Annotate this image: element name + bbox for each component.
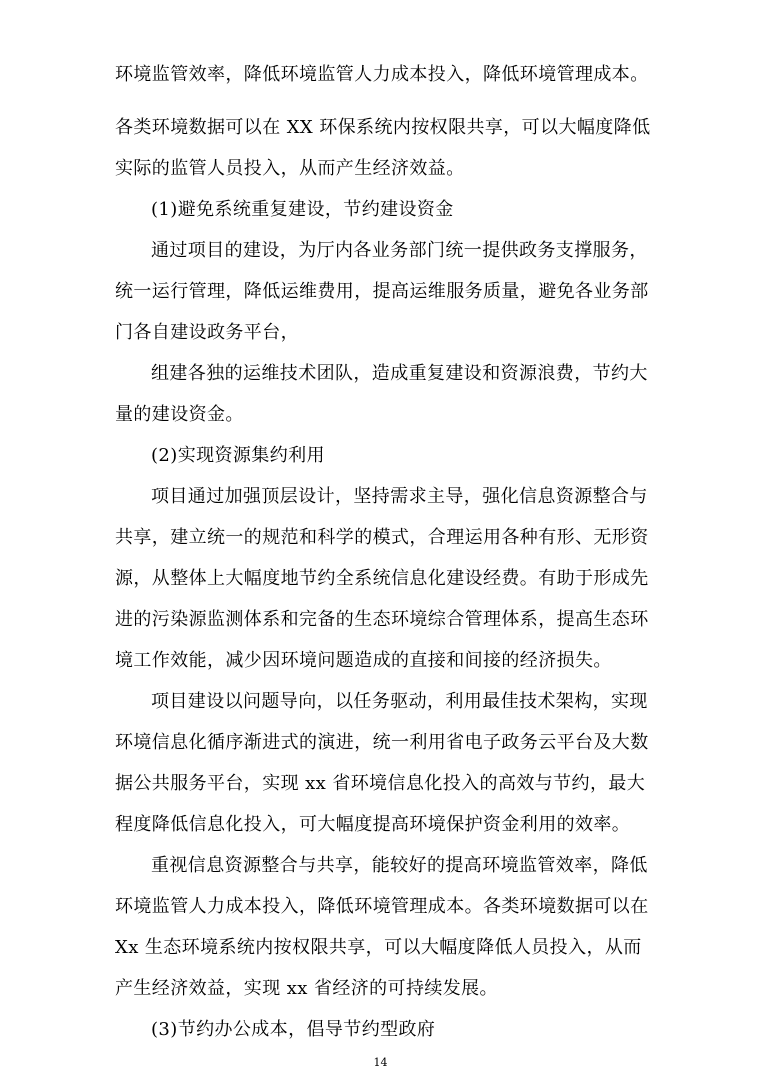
text-line: 环境监管人力成本投入，降低环境管理成本。各类环境数据可以在	[115, 896, 649, 917]
text-line: 环境信息化循序渐进式的演进，统一利用省电子政务云平台及大数	[115, 732, 649, 753]
text-line: 重视信息资源整合与共享，能较好的提高环境监管效率，降低	[151, 855, 648, 876]
section-heading: (3)节约办公成本，倡导节约型政府	[151, 1019, 436, 1040]
text-line: 通过项目的建设，为厅内各业务部门统一提供政务支撑服务，	[151, 240, 648, 261]
text-line: 境工作效能，减少因环境问题造成的直接和间接的经济损失。	[115, 650, 612, 671]
section-heading: (1)避免系统重复建设，节约建设资金	[151, 199, 454, 220]
text-line: 量的建设资金。	[115, 404, 244, 425]
text-line: 组建各独的运维技术团队，造成重复建设和资源浪费，节约大	[151, 363, 648, 384]
text-line: 环境监管效率，降低环境监管人力成本投入，降低环境管理成本。	[115, 64, 649, 85]
text-line: 统一运行管理，降低运维费用，提高运维服务质量，避免各业务部	[115, 281, 649, 302]
page-number: 14	[373, 1056, 388, 1069]
text-line: 源，从整体上大幅度地节约全系统信息化建设经费。有助于形成先	[115, 568, 649, 589]
text-line: 项目通过加强顶层设计，坚持需求主导，强化信息资源整合与	[151, 486, 648, 507]
text-line: 项目建设以问题导向，以任务驱动，利用最佳技术架构，实现	[151, 691, 648, 712]
text-line: 门各自建设政务平台，	[115, 322, 299, 343]
text-line: 产生经济效益，实现 xx 省经济的可持续发展。	[115, 978, 498, 999]
text-line: 据公共服务平台，实现 xx 省环境信息化投入的高效与节约，最大	[115, 773, 646, 794]
text-line: 实际的监管人员投入，从而产生经济效益。	[115, 158, 465, 179]
text-line: 各类环境数据可以在 XX 环保系统内按权限共享，可以大幅度降低	[115, 117, 651, 138]
text-line: Xx 生态环境系统内按权限共享，可以大幅度降低人员投入，从而	[115, 937, 642, 958]
text-line: 进的污染源监测体系和完备的生态环境综合管理体系，提高生态环	[115, 609, 649, 630]
text-line: 共享，建立统一的规范和科学的模式，合理运用各种有形、无形资	[115, 527, 649, 548]
section-heading: (2)实现资源集约利用	[151, 445, 325, 466]
text-line: 程度降低信息化投入，可大幅度提高环境保护资金利用的效率。	[115, 814, 631, 835]
